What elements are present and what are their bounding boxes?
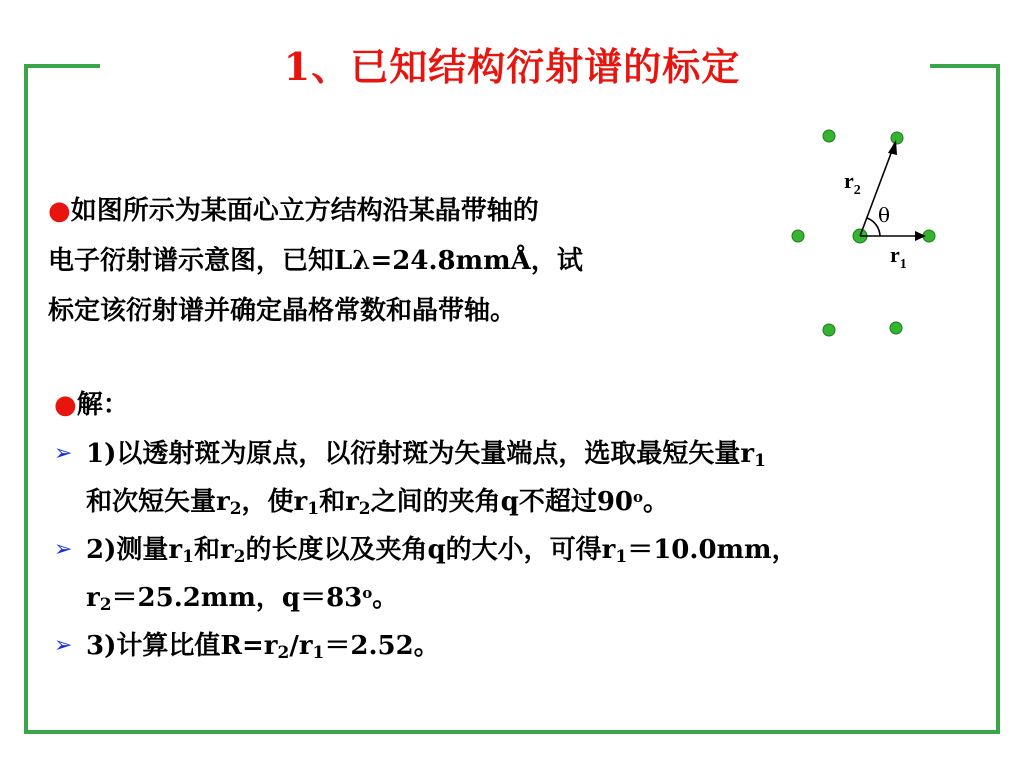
solution-step-1: ➢ 1)以透射斑为原点，以衍射斑为矢量端点，选取最短矢量$r_1$ 和次短矢量$r_2$，使$r_1$和$r_2$之间的夹角q不超过90$^o$。 bbox=[54, 430, 994, 526]
solution-heading: ●解： bbox=[54, 390, 129, 420]
diffraction-spot bbox=[792, 230, 804, 242]
solution-section bbox=[54, 380, 994, 670]
r2-label: $r_2$ bbox=[844, 168, 861, 198]
arrow-bullet-icon: ➢ bbox=[54, 441, 73, 466]
diffraction-spot bbox=[823, 324, 835, 336]
arrow-bullet-icon: ➢ bbox=[54, 633, 73, 658]
solution-step-3: ➢ 3)计算比值$R=r_2/r_1=2.52$。 bbox=[54, 622, 994, 670]
intro-line-2: 电子衍射谱示意图，已知Lλ=24.8mmÅ，试 bbox=[48, 246, 583, 276]
intro-line-3: 标定该衍射谱并确定晶格常数和晶带轴。 bbox=[48, 296, 517, 326]
diffraction-spot bbox=[823, 130, 835, 142]
frame-right bbox=[996, 64, 1000, 734]
diffraction-pattern-diagram bbox=[780, 118, 955, 363]
solution-step-2: ➢ 2)测量$r_1$和$r_2$的长度以及夹角q的大小，可得$r_1=10.0mm$， $r_2=25.2mm$，$q=83^o$。 bbox=[54, 526, 994, 622]
frame-left bbox=[24, 64, 28, 734]
intro-paragraph bbox=[48, 186, 718, 336]
r1-label: $r_1$ bbox=[890, 242, 907, 272]
theta-label: θ bbox=[878, 203, 891, 227]
slide-title: 1、已知结构衍射谱的标定 bbox=[283, 44, 741, 89]
intro-line-1: ●如图所示为某面心立方结构沿某晶带轴的 bbox=[48, 196, 539, 226]
red-bullet-icon: ● bbox=[48, 196, 71, 226]
diffraction-spot bbox=[891, 132, 903, 144]
frame-bottom bbox=[24, 730, 1000, 734]
red-bullet-icon: ● bbox=[54, 390, 77, 420]
arrow-bullet-icon: ➢ bbox=[54, 537, 73, 562]
diffraction-spot bbox=[890, 322, 902, 334]
